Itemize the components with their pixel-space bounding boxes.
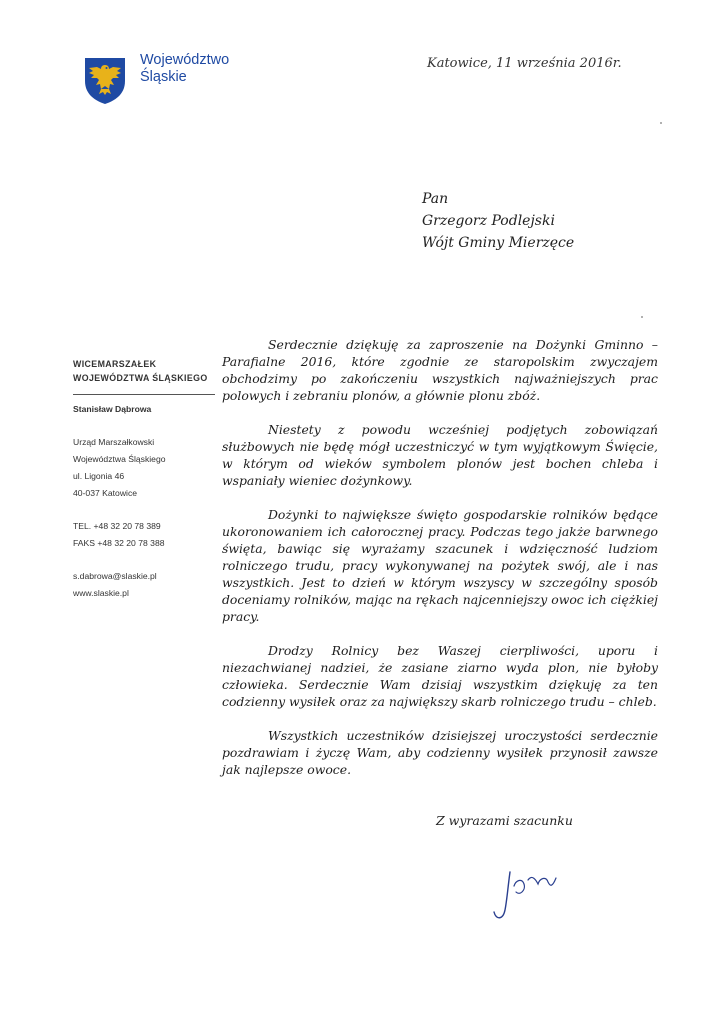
sender-office-line2: Województwa Śląskiego <box>73 454 166 464</box>
sender-email: s.dabrowa@slaskie.pl <box>73 571 157 581</box>
addressee-position: Wójt Gminy Mierzęce <box>422 235 575 251</box>
addressee-salutation: Pan <box>422 191 449 207</box>
sender-column <box>73 357 215 602</box>
scan-speck <box>660 122 662 124</box>
sender-fax: FAKS +48 32 20 78 388 <box>73 538 165 548</box>
sender-title-line2: WOJEWÓDZTWA ŚLĄSKIEGO <box>73 373 208 383</box>
letter-body <box>222 336 658 795</box>
addressee-block <box>422 188 574 254</box>
body-paragraph-3: Dożynki to największe święto gospodarskie rolników będące ukoronowaniem ich całorocznej pracy. Podczas tego jakże barwnego święta, bawiąc się wyrażamy szacunek i wdzięczność ludziom rolniczego trudu, pracy wykonywanej na pożytek swój, ale i nas wszystkich. Jest to dzień w którym wszyscy w szczególny sposób doceniamy rolników, mając na rękach najcenniejszy owoc ich ciężkiej pracy. <box>222 507 658 624</box>
sender-divider <box>73 394 215 395</box>
addressee-name: Grzegorz Podlejski <box>422 213 555 229</box>
sender-website: www.slaskie.pl <box>73 588 129 598</box>
scan-speck <box>641 316 643 318</box>
org-name-line1: Województwo <box>140 52 230 68</box>
body-paragraph-4: Drodzy Rolnicy bez Waszej cierpliwości, uporu i niezachwianej nadziei, że zasiane ziarno wyda plon, nie byłoby człowieka. Serdecznie Wam dzisiaj wszystkim dziękuję za ten codzienny wysiłek oraz za największy skarb rolniczego trudu – chleb. <box>222 643 658 709</box>
body-paragraph-5: Wszystkich uczestników dzisiejszej uroczystości serdecznie pozdrawiam i życzę Wam, aby codzienny wysiłek przynosił zawsze jak najlepsze owoce. <box>222 728 658 777</box>
sender-name: Stanisław Dąbrowa <box>73 404 152 414</box>
coat-of-arms-logo <box>80 55 130 105</box>
sender-title-line1: WICEMARSZAŁEK <box>73 359 157 369</box>
body-paragraph-1: Serdecznie dziękuję za zaproszenie na Dożynki Gminno – Parafialne 2016, które zgodnie ze staropolskim zwyczajem obchodzimy po zakończeniu wszystkich najważniejszych prac polowych i zebraniu plonów, a głównie plonu zbóż. <box>222 337 658 403</box>
org-name-line2: Śląskie <box>140 69 187 85</box>
closing-phrase: Z wyrazami szacunku <box>436 813 573 828</box>
sender-phone: TEL. +48 32 20 78 389 <box>73 521 161 531</box>
letter-date: Katowice, 11 września 2016r. <box>427 56 622 71</box>
sender-street: ul. Ligonia 46 <box>73 471 125 481</box>
sender-postal: 40-037 Katowice <box>73 488 138 498</box>
body-paragraph-2: Niestety z powodu wcześniej podjętych zobowiązań służbowych nie będę mógł uczestniczyć w tym wyjątkowym Święcie, w którym od wieków symbolem plonów jest bochen chleba i wspaniały wieniec dożynkowy. <box>222 422 658 488</box>
sender-office-line1: Urząd Marszałkowski <box>73 437 155 447</box>
handwritten-signature <box>488 866 578 926</box>
organization-name <box>140 52 229 86</box>
